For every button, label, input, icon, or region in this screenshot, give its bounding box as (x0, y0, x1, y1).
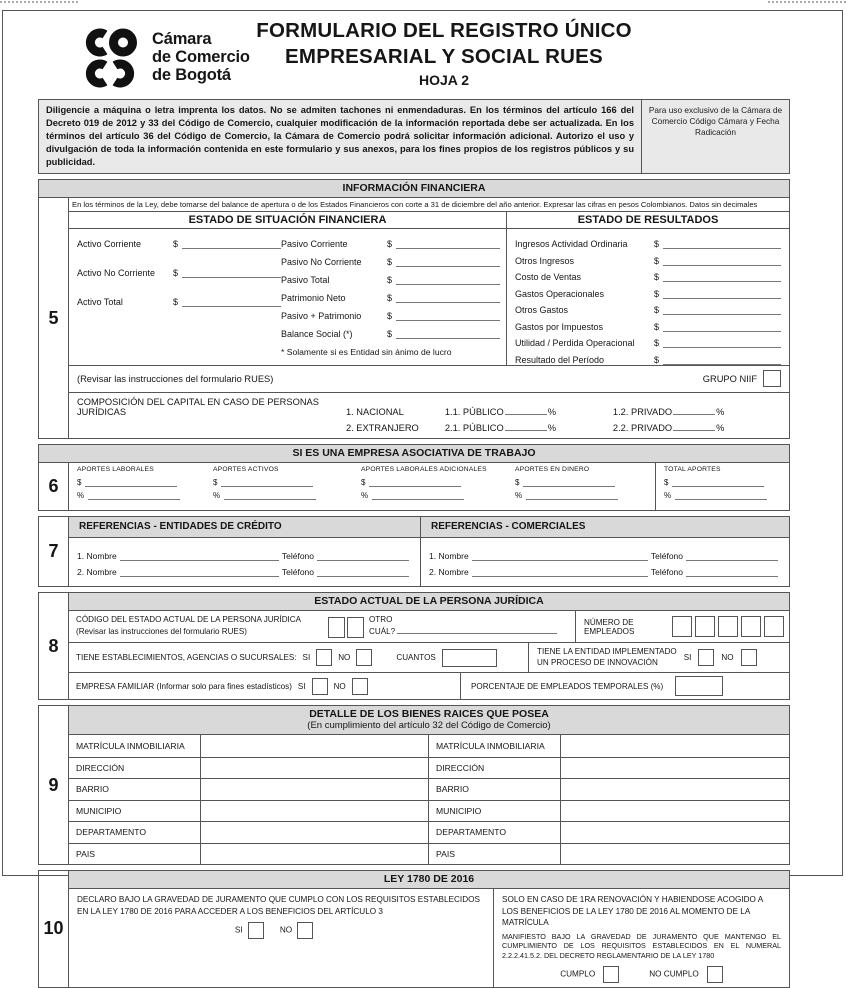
no-cumplo-label: NO CUMPLO (649, 969, 699, 979)
ingresos-ordinaria-input-line[interactable] (663, 240, 781, 249)
official-use-box (642, 100, 789, 173)
percent-sign: % (547, 423, 556, 434)
field-label: Balance Social (*) (281, 329, 353, 340)
innovacion-label-line-2: UN PROCESO DE INNOVACIÓN (537, 657, 658, 667)
section-9-subtitle: (En cumplimiento del artículo 32 del Código de Comercio) (307, 720, 551, 732)
section-5-number: 5 (39, 198, 69, 438)
comercial-telefono-2-line[interactable] (686, 568, 778, 577)
form-title (98, 18, 790, 88)
dollar-sign: $ (387, 239, 393, 250)
logo-line-2: de Comercio (152, 48, 250, 67)
logo-line-1: Cámara (152, 30, 212, 49)
ley1780-no-checkbox[interactable] (297, 922, 313, 939)
activo-corriente-input-line[interactable] (182, 240, 281, 249)
section-5-note: En los términos de la Ley, debe tomarse del balance de apertura o de los Estados Financieros con corte a 31 de diciembre del año anterior. Expresar las cifras en pesos Colombianos. Datos sin decimales (69, 198, 789, 212)
dollar-sign: $ (173, 268, 179, 279)
otro-cual-input-line[interactable] (397, 625, 557, 634)
cuantos-label: CUANTOS (396, 653, 436, 663)
section-5-informacion-financiera (38, 179, 790, 439)
field-label: Otros Ingresos (515, 255, 575, 266)
innovacion-label-line-1: TIENE LA ENTIDAD IMPLEMENTADO (537, 647, 677, 657)
aportes-activos-pct-line[interactable] (224, 491, 316, 500)
field-label: Patrimonio Neto (281, 293, 346, 304)
percent-sign: % (547, 407, 556, 418)
field-label: Pasivo Corriente (281, 239, 348, 250)
familiar-no-checkbox[interactable] (352, 678, 368, 695)
credito-nombre-1-line[interactable] (120, 552, 279, 561)
percent-sign: % (515, 491, 523, 501)
empleados-digit-box-2[interactable] (695, 616, 715, 637)
referencias-credito-fields (69, 538, 421, 586)
field-label: Ingresos Actividad Ordinaria (515, 239, 628, 250)
dollar-sign: $ (173, 239, 179, 250)
pasivo-corriente-input-line[interactable] (396, 240, 500, 249)
aportes-adicionales-valor-line[interactable] (369, 478, 461, 487)
pasivo-total-input-line[interactable] (396, 276, 500, 285)
nombre-1-label: 1. Nombre (77, 551, 117, 562)
field-label: Activo Corriente (77, 239, 142, 250)
matricula-1-cell[interactable] (201, 735, 429, 757)
section-9-number: 9 (39, 706, 69, 864)
dollar-sign: $ (654, 354, 660, 365)
otros-ingresos-input-line[interactable] (663, 257, 781, 266)
dollar-sign: $ (664, 478, 669, 488)
field-label: Pasivo No Corriente (281, 257, 362, 268)
section-7-referencias (38, 516, 790, 587)
si-label: SI (683, 653, 692, 663)
direccion-2-cell[interactable] (561, 758, 789, 779)
dollar-sign: $ (654, 321, 660, 332)
familiar-si-checkbox[interactable] (312, 678, 328, 695)
dollar-sign: $ (387, 257, 393, 268)
pasivo-patrimonio-input-line[interactable] (396, 312, 500, 321)
section-10-ley-1780 (38, 870, 790, 988)
establecimientos-no-checkbox[interactable] (356, 649, 372, 666)
field-label: Utilidad / Perdida Operacional (515, 338, 635, 349)
departamento-label: DEPARTAMENTO (69, 822, 201, 843)
cumplo-checkbox[interactable] (603, 966, 619, 983)
dollar-sign: $ (654, 338, 660, 349)
barrio-1-cell[interactable] (201, 779, 429, 800)
section-10-title: LEY 1780 DE 2016 (69, 871, 789, 889)
otros-gastos-input-line[interactable] (663, 306, 781, 315)
nombre-2-label: 2. Nombre (429, 567, 469, 578)
percent-sign: % (716, 407, 725, 418)
dollar-sign: $ (515, 478, 520, 488)
innovacion-si-checkbox[interactable] (698, 649, 714, 666)
no-label: NO (338, 653, 351, 663)
situacion-financiera-header: ESTADO DE SITUACIÓN FINANCIERA (69, 212, 507, 228)
utilidad-operacional-input-line[interactable] (663, 339, 781, 348)
si-label: SI (234, 925, 243, 935)
costo-ventas-input-line[interactable] (663, 273, 781, 282)
renovacion-intro-text: SOLO EN CASO DE 1RA RENOVACIÓN Y HABIENDOSE ACOGIDO A LOS BENEFICIOS DE LA LEY 1780 DE 2016 AL MOMENTO DE LA MATRÍCULA (502, 895, 763, 928)
situacion-financiera-fields (69, 229, 507, 365)
no-label: NO (333, 681, 346, 691)
field-label: Otros Gastos (515, 305, 569, 316)
matricula-inmobiliaria-label: MATRÍCULA INMOBILIARIA (69, 735, 201, 757)
revisar-instrucciones-note: (Revisar las instrucciones del formulario RUES) (77, 373, 274, 384)
no-cumplo-checkbox[interactable] (707, 966, 723, 983)
nombre-1-label: 1. Nombre (429, 551, 469, 562)
establecimientos-label: TIENE ESTABLECIMIENTOS, AGENCIAS O SUCURSALES: (76, 653, 297, 663)
privado-2-input-line[interactable] (673, 422, 715, 431)
section-9-bienes-raices (38, 705, 790, 865)
comercial-nombre-2-line[interactable] (472, 568, 648, 577)
pais-label: PAIS (69, 844, 201, 865)
dollar-sign: $ (387, 293, 393, 304)
municipio-2-cell[interactable] (561, 801, 789, 822)
dollar-sign: $ (213, 478, 218, 488)
field-label: Gastos por Impuestos (515, 321, 604, 332)
direccion-label: DIRECCIÓN (69, 758, 201, 779)
section-7-number: 7 (39, 517, 69, 586)
municipio-1-cell[interactable] (201, 801, 429, 822)
field-label: Activo No Corriente (77, 268, 156, 279)
section-9-title: DETALLE DE LOS BIENES RAICES QUE POSEA (309, 708, 549, 721)
section-8-estado-actual (38, 592, 790, 700)
manifiesto-text: MANIFIESTO BAJO LA GRAVEDAD DE JURAMENTO QUE MANTENGO EL CUMPLIMIENTO DE LOS REQUISITOS ESTABLECIDOS EN EL NUMERAL 2.2.2.41.5.2. DEL DECRETO REGLAMENTARIO DE LA LEY 1780 (502, 931, 781, 960)
dollar-sign: $ (654, 255, 660, 266)
otro-label: OTRO (369, 615, 393, 625)
official-use-line-1: Para uso exclusivo de la Cámara de Comercio (648, 105, 783, 126)
referencias-credito-header: REFERENCIAS - ENTIDADES DE CRÉDITO (69, 517, 421, 537)
numero-empleados-label: NÚMERO DE EMPLEADOS (584, 617, 635, 636)
telefono-label: Teléfono (281, 551, 314, 562)
balance-social-input-line[interactable] (396, 330, 500, 339)
telefono-label: Teléfono (650, 567, 683, 578)
pais-1-cell[interactable] (201, 844, 429, 865)
gastos-impuestos-input-line[interactable] (663, 323, 781, 332)
barrio-2-cell[interactable] (561, 779, 789, 800)
publico-2-input-line[interactable] (505, 422, 547, 431)
aportes-en-dinero-header: APORTES EN DINERO (515, 466, 590, 474)
publico-1-label: 1.1. PÚBLICO (444, 407, 504, 418)
empleados-digit-box-3[interactable] (718, 616, 738, 637)
dollar-sign: $ (387, 311, 393, 322)
percent-sign: % (77, 491, 85, 501)
credito-telefono-1-line[interactable] (317, 552, 409, 561)
section-8-title: ESTADO ACTUAL DE LA PERSONA JURÍDICA (69, 593, 789, 611)
codigo-box-1[interactable] (328, 617, 345, 638)
porcentaje-temporales-label: PORCENTAJE DE EMPLEADOS TEMPORALES (%) (471, 681, 664, 691)
si-label: SI (297, 681, 306, 691)
aportes-adicionales-pct-line[interactable] (372, 491, 464, 500)
barrio-label: BARRIO (69, 779, 201, 800)
empleados-digit-box-5[interactable] (764, 616, 784, 637)
comercial-telefono-1-line[interactable] (686, 552, 778, 561)
total-aportes-pct-line[interactable] (675, 491, 767, 500)
cual-label: CUÁL? (369, 627, 396, 637)
form-title-line-1: FORMULARIO DEL REGISTRO ÚNICO (256, 19, 632, 42)
dollar-sign: $ (654, 305, 660, 316)
field-label: Pasivo Total (281, 275, 330, 286)
gastos-operacionales-input-line[interactable] (663, 290, 781, 299)
section-8-number: 8 (39, 593, 69, 699)
departamento-1-cell[interactable] (201, 822, 429, 843)
dollar-sign: $ (387, 329, 393, 340)
pais-label: PAIS (429, 844, 561, 865)
cuantos-box[interactable] (442, 649, 497, 667)
nombre-2-label: 2. Nombre (77, 567, 117, 578)
dollar-sign: $ (361, 478, 366, 488)
privado-1-label: 1.2. PRIVADO (612, 407, 673, 418)
balance-social-footnote: * Solamente si es Entidad sin ánimo de lucro (281, 347, 452, 358)
publico-1-input-line[interactable] (505, 406, 547, 415)
municipio-label: MUNICIPIO (69, 801, 201, 822)
form-page (38, 16, 790, 988)
telefono-label: Teléfono (281, 567, 314, 578)
establecimientos-si-checkbox[interactable] (316, 649, 332, 666)
percent-sign: % (716, 423, 725, 434)
direccion-label: DIRECCIÓN (429, 758, 561, 779)
percent-sign: % (361, 491, 369, 501)
porcentaje-temporales-box[interactable] (675, 676, 723, 696)
total-aportes-header: TOTAL APORTES (664, 466, 721, 474)
grupo-niif-label: GRUPO NIIF (702, 373, 757, 384)
section-10-number: 10 (39, 871, 69, 987)
field-label: Resultado del Período (515, 354, 605, 365)
empresa-familiar-label: EMPRESA FAMILIAR (Informar solo para fines estadísticos) (76, 681, 292, 691)
dollar-sign: $ (387, 275, 393, 286)
matricula-2-cell[interactable] (561, 735, 789, 757)
top-left-cutmark (0, 1, 78, 3)
referencias-comerciales-header: REFERENCIAS - COMERCIALES (421, 517, 789, 537)
dollar-sign: $ (654, 288, 660, 299)
aportes-activos-valor-line[interactable] (221, 478, 313, 487)
no-label: NO (279, 925, 293, 935)
codigo-estado-label: CÓDIGO DEL ESTADO ACTUAL DE LA PERSONA JURÍDICA (76, 615, 302, 625)
estado-resultados-header: ESTADO DE RESULTADOS (577, 214, 719, 227)
total-aportes-valor-line[interactable] (672, 478, 764, 487)
codigo-box-2[interactable] (347, 617, 364, 638)
comercial-nombre-1-line[interactable] (472, 552, 648, 561)
credito-nombre-2-line[interactable] (120, 568, 279, 577)
referencias-comerciales-fields (421, 538, 789, 586)
resultado-periodo-input-line[interactable] (663, 356, 781, 365)
codigo-estado-sublabel: (Revisar las instrucciones del formulario RUES) (76, 626, 247, 636)
departamento-2-cell[interactable] (561, 822, 789, 843)
dollar-sign: $ (77, 478, 82, 488)
section-6-title: SI ES UNA EMPRESA ASOCIATIVA DE TRABAJO (39, 445, 789, 463)
field-label: Pasivo + Patrimonio (281, 311, 362, 322)
form-title-line-2: EMPRESARIAL Y SOCIAL RUES (285, 44, 603, 68)
credito-telefono-2-line[interactable] (317, 568, 409, 577)
matricula-inmobiliaria-label: MATRÍCULA INMOBILIARIA (429, 735, 561, 757)
section-6-empresa-asociativa (38, 444, 790, 511)
aportes-dinero-pct-line[interactable] (526, 491, 618, 500)
no-label: NO (721, 653, 734, 663)
composicion-capital (69, 392, 789, 438)
patrimonio-neto-input-line[interactable] (396, 294, 500, 303)
aportes-laborales-pct-line[interactable] (88, 491, 180, 500)
ley1780-si-checkbox[interactable] (248, 922, 264, 939)
dollar-sign: $ (654, 239, 660, 250)
form-header (38, 16, 790, 96)
pais-2-cell[interactable] (561, 844, 789, 865)
privado-1-input-line[interactable] (673, 406, 715, 415)
logo-line-3: de Bogotá (152, 65, 231, 84)
telefono-label: Teléfono (650, 551, 683, 562)
aportes-laborales-valor-line[interactable] (85, 478, 177, 487)
empleados-digit-box-1[interactable] (672, 616, 692, 637)
barrio-label: BARRIO (429, 779, 561, 800)
declaro-juramento-text: DECLARO BAJO LA GRAVEDAD DE JURAMENTO QUE CUMPLO CON LOS REQUISITOS ESTABLECIDOS EN LA LEY 1780 DE 2016 PARA ACCEDER A LOS BENEFICIOS DEL ARTÍCULO 3 (77, 895, 480, 916)
composicion-capital-label: COMPOSICIÓN DEL CAPITAL EN CASO DE PERSONAS JURÍDICAS (77, 397, 319, 418)
dollar-sign: $ (173, 297, 179, 308)
aportes-laborales-adicionales-header: APORTES LABORALES ADICIONALES (361, 466, 487, 474)
aportes-laborales-header: APORTES LABORALES (77, 466, 154, 474)
percent-sign: % (213, 491, 221, 501)
aportes-activos-header: APORTES ACTIVOS (213, 466, 279, 474)
departamento-label: DEPARTAMENTO (429, 822, 561, 843)
section-5-title: INFORMACIÓN FINANCIERA (39, 180, 789, 198)
si-label: SI (302, 653, 311, 663)
direccion-1-cell[interactable] (201, 758, 429, 779)
empleados-digit-box-4[interactable] (741, 616, 761, 637)
dollar-sign: $ (654, 272, 660, 283)
official-use-line-2: Código Cámara y Fecha Radicación (689, 115, 780, 137)
top-right-cutmark (768, 1, 846, 3)
municipio-label: MUNICIPIO (429, 801, 561, 822)
publico-2-label: 2.1. PÚBLICO (444, 423, 504, 434)
aportes-dinero-valor-line[interactable] (523, 478, 615, 487)
cumplo-label: CUMPLO (560, 969, 596, 979)
pasivo-no-corriente-input-line[interactable] (396, 258, 500, 267)
percent-sign: % (664, 491, 672, 501)
field-label: Gastos Operacionales (515, 288, 605, 299)
estado-resultados-fields (507, 229, 789, 365)
innovacion-no-checkbox[interactable] (741, 649, 757, 666)
activo-no-corriente-input-line[interactable] (182, 269, 281, 278)
capital-nacional-label: 1. NACIONAL (345, 407, 404, 418)
instructions-box (38, 99, 790, 174)
section-6-number: 6 (39, 463, 69, 510)
capital-extranjero-label: 2. EXTRANJERO (345, 423, 419, 434)
activo-total-input-line[interactable] (182, 298, 281, 307)
form-sheet-number: HOJA 2 (418, 72, 470, 89)
instructions-text: Diligencie a máquina o letra imprenta los datos. No se admiten tachones ni enmendaduras. En los términos del artículo 166 del Decreto 019 de 2012 y 33 del Código de Comercio, cualquier modificación de la información reportada debe ser actualizada. En los términos del artículo 36 del Código de Comercio, la Cámara de Comercio podrá solicitar información adicional. Autorizo el uso y divulgación de toda la información contenida en este formulario y sus anexos, para los fines propios de los registros públicos y su publicidad. (39, 100, 642, 173)
field-label: Costo de Ventas (515, 272, 582, 283)
grupo-niif-box[interactable] (763, 370, 781, 387)
field-label: Activo Total (77, 297, 123, 308)
privado-2-label: 2.2. PRIVADO (612, 423, 673, 434)
